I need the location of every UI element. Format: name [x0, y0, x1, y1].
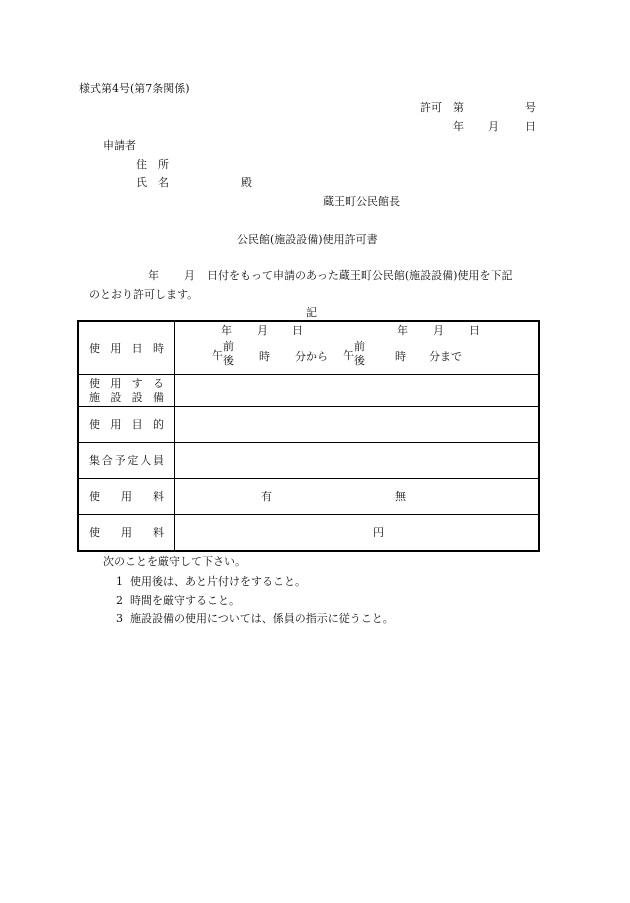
- body-month: 月: [184, 269, 195, 282]
- row-divider: [79, 406, 538, 407]
- row-divider: [79, 442, 538, 443]
- end-ampm-bottom: 後: [354, 354, 365, 367]
- doc-title: 公民館(施設設備)使用許可書: [237, 233, 378, 246]
- row-divider: [79, 478, 538, 479]
- label-purpose: 使用目的: [89, 418, 164, 431]
- to-text: 分まで: [429, 350, 462, 363]
- honorific: 殿: [241, 176, 252, 189]
- note-num: 2: [116, 594, 123, 607]
- start-hour: 時: [259, 350, 270, 363]
- fee-yen: 円: [373, 526, 384, 539]
- start-ampm-left: 午: [212, 349, 223, 362]
- note-text: 時間を厳守すること。: [130, 594, 240, 607]
- label-fee-amount: 使用料: [89, 526, 164, 539]
- body-year: 年: [148, 269, 159, 282]
- start-month: 月: [257, 324, 268, 337]
- label-fee: 使用料: [89, 490, 164, 503]
- body-line1: 日付をもって申請のあった蔵王町公民館(施設設備)使用を下記: [207, 269, 513, 282]
- permit-prefix: 許可: [420, 101, 442, 114]
- applicant-title: 申請者: [103, 139, 136, 152]
- end-ampm-top: 前: [354, 340, 365, 353]
- label-facility-line2: 施設設備: [89, 391, 164, 404]
- start-day: 日: [292, 324, 303, 337]
- permit-dai: 第: [453, 101, 464, 114]
- note-text: 使用後は、あと片付けをすること。: [130, 575, 306, 588]
- issue-year: 年: [453, 120, 464, 133]
- form-number: 様式第4号(第7条関係): [79, 82, 190, 95]
- fee-no: 無: [395, 490, 406, 503]
- name-label: 氏 名: [136, 176, 169, 189]
- table-vline: [174, 322, 175, 550]
- end-month: 月: [433, 324, 444, 337]
- permit-go: 号: [525, 101, 536, 114]
- fee-yes: 有: [261, 490, 272, 503]
- row-divider: [79, 514, 538, 515]
- label-usage-datetime: 使用日時: [89, 342, 164, 355]
- start-ampm-top: 前: [223, 340, 234, 353]
- end-ampm-left: 午: [343, 349, 354, 362]
- notes-intro: 次のことを厳守して下さい。: [103, 555, 246, 568]
- issue-month: 月: [488, 120, 499, 133]
- end-year: 年: [397, 324, 408, 337]
- note-text: 施設設備の使用については、係員の指示に従うこと。: [130, 612, 394, 625]
- note-num: 3: [116, 612, 123, 625]
- label-attendees: 集合予定人員: [89, 454, 164, 467]
- note-num: 1: [116, 575, 123, 588]
- row-divider: [79, 374, 538, 375]
- issuer: 蔵王町公民館長: [323, 195, 400, 208]
- end-hour: 時: [395, 350, 406, 363]
- start-year: 年: [221, 324, 232, 337]
- start-ampm-bottom: 後: [223, 354, 234, 367]
- label-facility-line1: 使用する: [89, 377, 164, 390]
- address-label: 住 所: [136, 158, 169, 171]
- ki-mark: 記: [306, 306, 317, 319]
- end-day: 日: [469, 324, 480, 337]
- issue-day: 日: [525, 120, 536, 133]
- permit-table: [77, 320, 540, 552]
- body-line2: のとおり許可します。: [89, 288, 199, 301]
- from-text: 分から: [295, 350, 328, 363]
